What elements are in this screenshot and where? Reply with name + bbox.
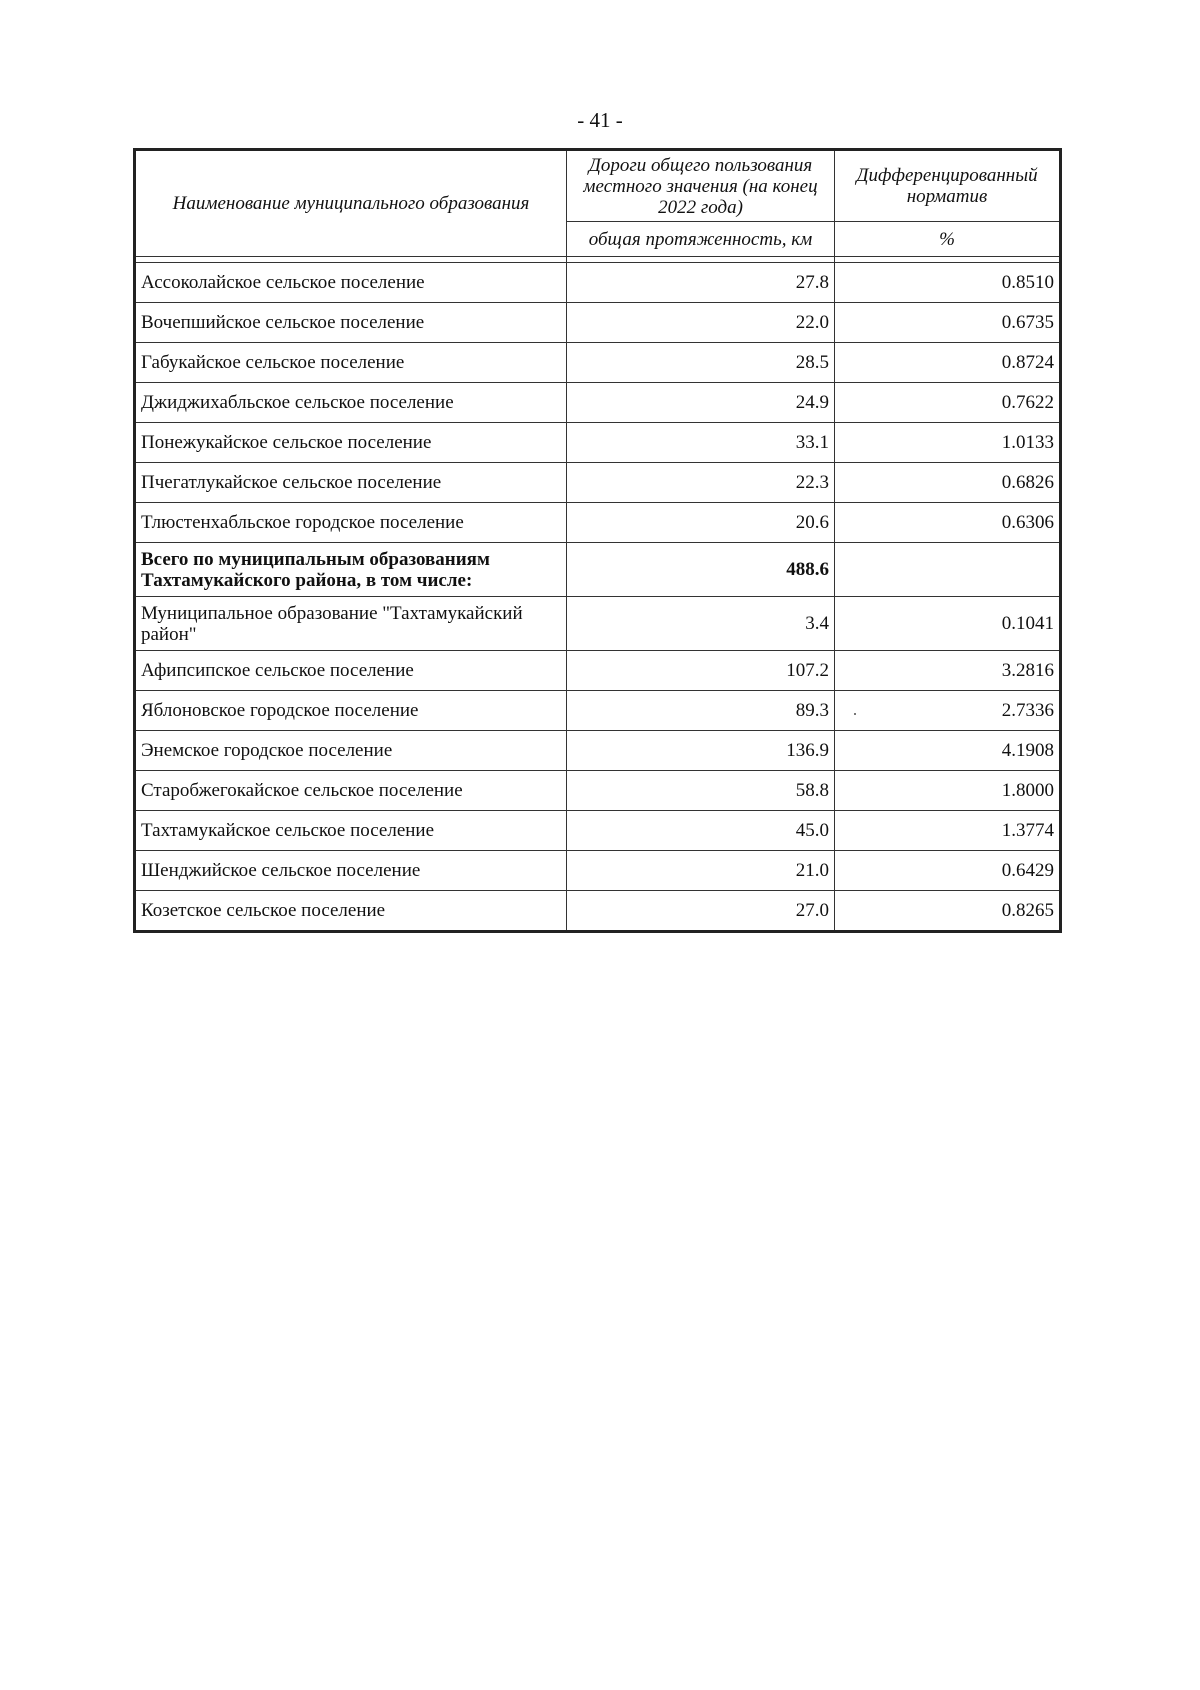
table-row — [135, 811, 1061, 851]
norm-percent: 0.1041 — [835, 597, 1061, 651]
table-row — [135, 771, 1061, 811]
roads-length-km: 27.0 — [567, 891, 835, 932]
table-row — [135, 303, 1061, 343]
table-row — [135, 851, 1061, 891]
municipality-name: Понежукайское сельское поселение — [135, 423, 567, 463]
roads-length-km: 21.0 — [567, 851, 835, 891]
norm-percent: 0.6735 — [835, 303, 1061, 343]
roads-length-km: 136.9 — [567, 731, 835, 771]
roads-length-km: 45.0 — [567, 811, 835, 851]
roads-length-km: 58.8 — [567, 771, 835, 811]
roads-length-km: 22.0 — [567, 303, 835, 343]
table-row — [135, 691, 1061, 731]
table-row — [135, 731, 1061, 771]
municipality-name: Вочепшийское сельское поселение — [135, 303, 567, 343]
municipality-name: Габукайское сельское поселение — [135, 343, 567, 383]
municipality-name: Тлюстенхабльское городское поселение — [135, 503, 567, 543]
table-row — [135, 463, 1061, 503]
norm-percent: 0.8724 — [835, 343, 1061, 383]
scan-speck — [854, 713, 856, 715]
total-norm-percent — [835, 543, 1061, 597]
norm-percent: 0.8510 — [835, 263, 1061, 303]
table-row — [135, 891, 1061, 932]
municipality-name: Афипсипское сельское поселение — [135, 651, 567, 691]
header-municipality-name: Наименование муниципального образования — [135, 150, 567, 257]
header-norm-unit: % — [835, 222, 1061, 257]
municipality-name: Пчегатлукайское сельское поселение — [135, 463, 567, 503]
header-roads-length: Дороги общего пользования местного значения (на конец 2022 года) — [567, 150, 835, 222]
table-row — [135, 383, 1061, 423]
table-row — [135, 263, 1061, 303]
norm-percent: 1.8000 — [835, 771, 1061, 811]
municipality-name: Шенджийское сельское поселение — [135, 851, 567, 891]
table-row — [135, 343, 1061, 383]
municipality-name: Яблоновское городское поселение — [135, 691, 567, 731]
municipality-name: Муниципальное образование "Тахтамукайский район" — [135, 597, 567, 651]
roads-norm-table — [133, 148, 1062, 933]
norm-percent: 2.7336 — [835, 691, 1061, 731]
roads-length-km: 22.3 — [567, 463, 835, 503]
norm-percent: 0.6429 — [835, 851, 1061, 891]
roads-length-km: 107.2 — [567, 651, 835, 691]
municipality-name: Тахтамукайское сельское поселение — [135, 811, 567, 851]
municipality-name: Джиджихабльское сельское поселение — [135, 383, 567, 423]
norm-percent: 1.0133 — [835, 423, 1061, 463]
table-row — [135, 597, 1061, 651]
table-row — [135, 423, 1061, 463]
roads-length-km: 28.5 — [567, 343, 835, 383]
table-row — [135, 651, 1061, 691]
municipality-name: Ассоколайское сельское поселение — [135, 263, 567, 303]
norm-percent: 0.6826 — [835, 463, 1061, 503]
page-number: - 41 - — [577, 108, 623, 132]
roads-length-km: 24.9 — [567, 383, 835, 423]
norm-percent: 1.3774 — [835, 811, 1061, 851]
roads-length-km: 89.3 — [567, 691, 835, 731]
norm-percent: 4.1908 — [835, 731, 1061, 771]
table-row — [135, 503, 1061, 543]
total-label: Всего по муниципальным образованиям Тахтамукайского района, в том числе: — [135, 543, 567, 597]
municipality-name: Старобжегокайское сельское поселение — [135, 771, 567, 811]
roads-length-km: 33.1 — [567, 423, 835, 463]
roads-length-km: 20.6 — [567, 503, 835, 543]
header-differentiated-norm: Дифференцированный норматив — [835, 150, 1061, 222]
norm-percent: 0.7622 — [835, 383, 1061, 423]
norm-percent: 0.8265 — [835, 891, 1061, 932]
header-roads-unit: общая протяженность, км — [567, 222, 835, 257]
total-row — [135, 543, 1061, 597]
roads-length-km: 27.8 — [567, 263, 835, 303]
norm-percent: 0.6306 — [835, 503, 1061, 543]
municipality-name: Энемское городское поселение — [135, 731, 567, 771]
municipality-name: Козетское сельское поселение — [135, 891, 567, 932]
roads-length-km: 3.4 — [567, 597, 835, 651]
norm-percent: 3.2816 — [835, 651, 1061, 691]
total-roads-length-km: 488.6 — [567, 543, 835, 597]
